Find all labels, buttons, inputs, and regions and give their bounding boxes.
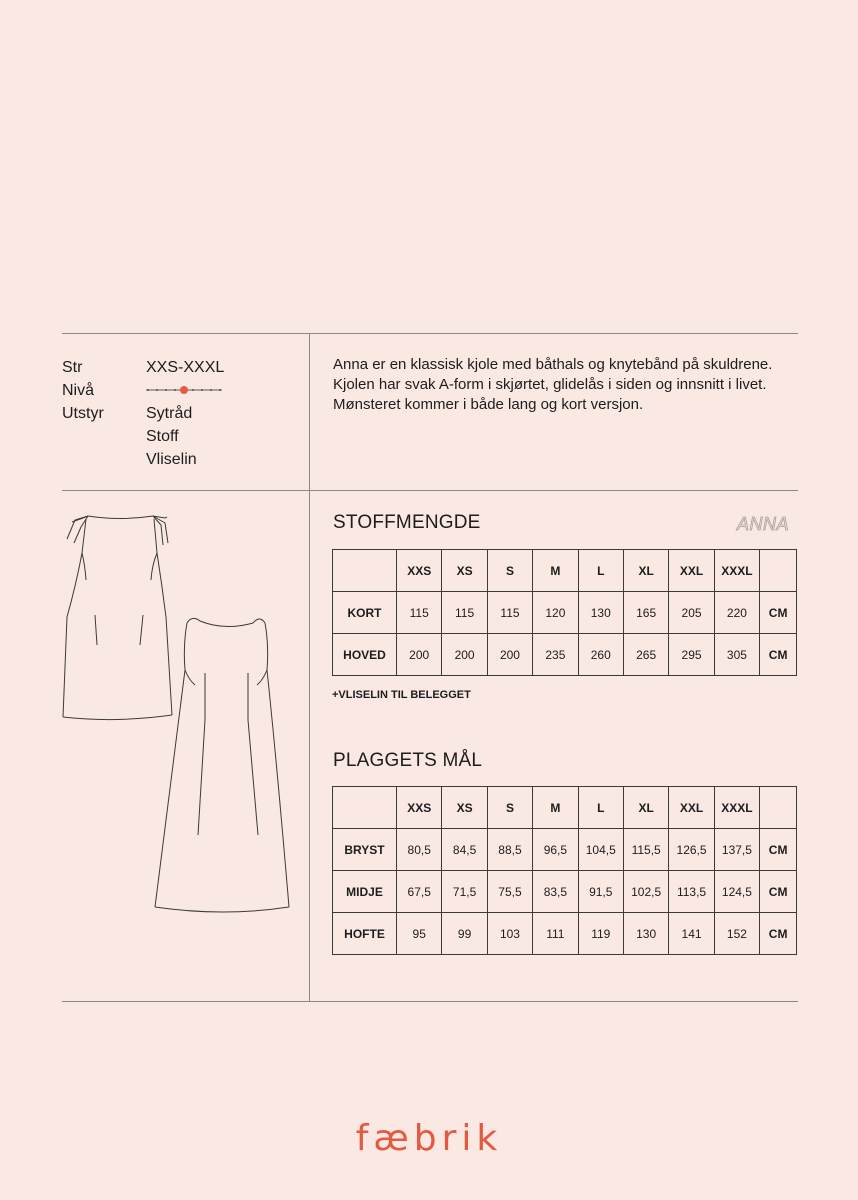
table-cell: 115,5 <box>623 829 668 871</box>
table-cell: 96,5 <box>533 829 578 871</box>
garment-measurements-table <box>332 786 797 955</box>
garment-measurements-title: PLAGGETS MÅL <box>333 750 483 771</box>
table-corner-cell <box>333 787 397 829</box>
size-header: XXS <box>397 787 442 829</box>
table-cell: 80,5 <box>397 829 442 871</box>
divider-middle <box>62 490 798 491</box>
equipment-item: Stoff <box>146 428 179 445</box>
table-cell: 130 <box>623 913 668 955</box>
row-label: HOVED <box>333 634 397 676</box>
table-cell: 200 <box>397 634 442 676</box>
equipment-item: Sytråd <box>146 405 193 422</box>
row-label: HOFTE <box>333 913 397 955</box>
size-header: XL <box>623 787 668 829</box>
long-dress-drawing <box>155 618 289 912</box>
unit-cell: CM <box>760 634 797 676</box>
row-label: KORT <box>333 592 397 634</box>
pattern-name-watermark: ANNA <box>737 514 790 534</box>
size-value: XXS-XXXL <box>146 359 225 376</box>
table-cell: 99 <box>442 913 487 955</box>
table-cell: 115 <box>442 592 487 634</box>
divider-vertical <box>309 333 310 1001</box>
size-header: XXL <box>669 550 714 592</box>
table-cell: 84,5 <box>442 829 487 871</box>
size-header: S <box>487 550 532 592</box>
table-cell: 95 <box>397 913 442 955</box>
level-tick <box>174 389 176 391</box>
size-header: M <box>533 550 578 592</box>
table-cell: 119 <box>578 913 623 955</box>
size-header: XXL <box>669 787 714 829</box>
table-row <box>333 592 797 634</box>
table-cell: 91,5 <box>578 871 623 913</box>
unit-header-cell <box>760 787 797 829</box>
level-tick <box>156 389 158 391</box>
size-header: L <box>578 550 623 592</box>
unit-header-cell <box>760 550 797 592</box>
description-line: Mønsteret kommer i både lang og kort versjon. <box>333 396 644 413</box>
table-cell: 88,5 <box>487 829 532 871</box>
description-line: Anna er en klassisk kjole med båthals og knytebånd på skuldrene. <box>333 356 773 373</box>
table-cell: 200 <box>487 634 532 676</box>
table-cell: 103 <box>487 913 532 955</box>
interfacing-note: +VLISELIN TIL BELEGGET <box>332 689 471 701</box>
table-cell: 295 <box>669 634 714 676</box>
equipment-label: Utstyr <box>62 405 104 422</box>
table-cell: 124,5 <box>714 871 759 913</box>
level-tick <box>147 389 149 391</box>
level-tick <box>201 389 203 391</box>
size-header: M <box>533 787 578 829</box>
level-tick <box>165 389 167 391</box>
table-cell: 126,5 <box>669 829 714 871</box>
size-header: XS <box>442 787 487 829</box>
table-header-row <box>333 787 797 829</box>
row-label: MIDJE <box>333 871 397 913</box>
size-header: XXXL <box>714 550 759 592</box>
table-cell: 75,5 <box>487 871 532 913</box>
fabric-amount-title: STOFFMENGDE <box>333 512 481 533</box>
table-cell: 115 <box>397 592 442 634</box>
unit-cell: CM <box>760 871 797 913</box>
table-row <box>333 829 797 871</box>
table-cell: 83,5 <box>533 871 578 913</box>
size-header: L <box>578 787 623 829</box>
table-row <box>333 913 797 955</box>
table-cell: 71,5 <box>442 871 487 913</box>
unit-cell: CM <box>760 829 797 871</box>
size-header: S <box>487 787 532 829</box>
table-cell: 115 <box>487 592 532 634</box>
table-cell: 141 <box>669 913 714 955</box>
size-header: XXXL <box>714 787 759 829</box>
table-row <box>333 634 797 676</box>
level-tick <box>210 389 212 391</box>
table-cell: 111 <box>533 913 578 955</box>
pattern-description <box>333 355 803 415</box>
table-cell: 113,5 <box>669 871 714 913</box>
table-cell: 220 <box>714 592 759 634</box>
short-dress-drawing <box>63 516 172 720</box>
table-cell: 130 <box>578 592 623 634</box>
level-tick <box>192 389 194 391</box>
dress-illustrations <box>55 505 300 925</box>
brand-logo: fæbrik <box>355 1118 503 1159</box>
row-label: BRYST <box>333 829 397 871</box>
table-cell: 152 <box>714 913 759 955</box>
table-cell: 104,5 <box>578 829 623 871</box>
table-header-row <box>333 550 797 592</box>
table-cell: 120 <box>533 592 578 634</box>
table-cell: 102,5 <box>623 871 668 913</box>
unit-cell: CM <box>760 592 797 634</box>
table-row <box>333 871 797 913</box>
level-marker <box>180 386 188 394</box>
size-header: XS <box>442 550 487 592</box>
table-cell: 205 <box>669 592 714 634</box>
size-label: Str <box>62 359 83 376</box>
table-cell: 67,5 <box>397 871 442 913</box>
level-tick <box>219 389 221 391</box>
description-line: Kjolen har svak A-form i skjørtet, glidelås i siden og innsnitt i livet. <box>333 376 767 393</box>
table-corner-cell <box>333 550 397 592</box>
equipment-item: Vliselin <box>146 451 197 468</box>
divider-bottom <box>62 1001 798 1002</box>
size-header: XXS <box>397 550 442 592</box>
table-cell: 235 <box>533 634 578 676</box>
level-label: Nivå <box>62 382 95 399</box>
unit-cell: CM <box>760 913 797 955</box>
table-cell: 137,5 <box>714 829 759 871</box>
table-cell: 165 <box>623 592 668 634</box>
fabric-amount-table <box>332 549 797 676</box>
table-cell: 260 <box>578 634 623 676</box>
table-cell: 265 <box>623 634 668 676</box>
size-header: XL <box>623 550 668 592</box>
difficulty-level-indicator <box>146 385 222 395</box>
table-cell: 305 <box>714 634 759 676</box>
table-cell: 200 <box>442 634 487 676</box>
divider-top <box>62 333 798 334</box>
